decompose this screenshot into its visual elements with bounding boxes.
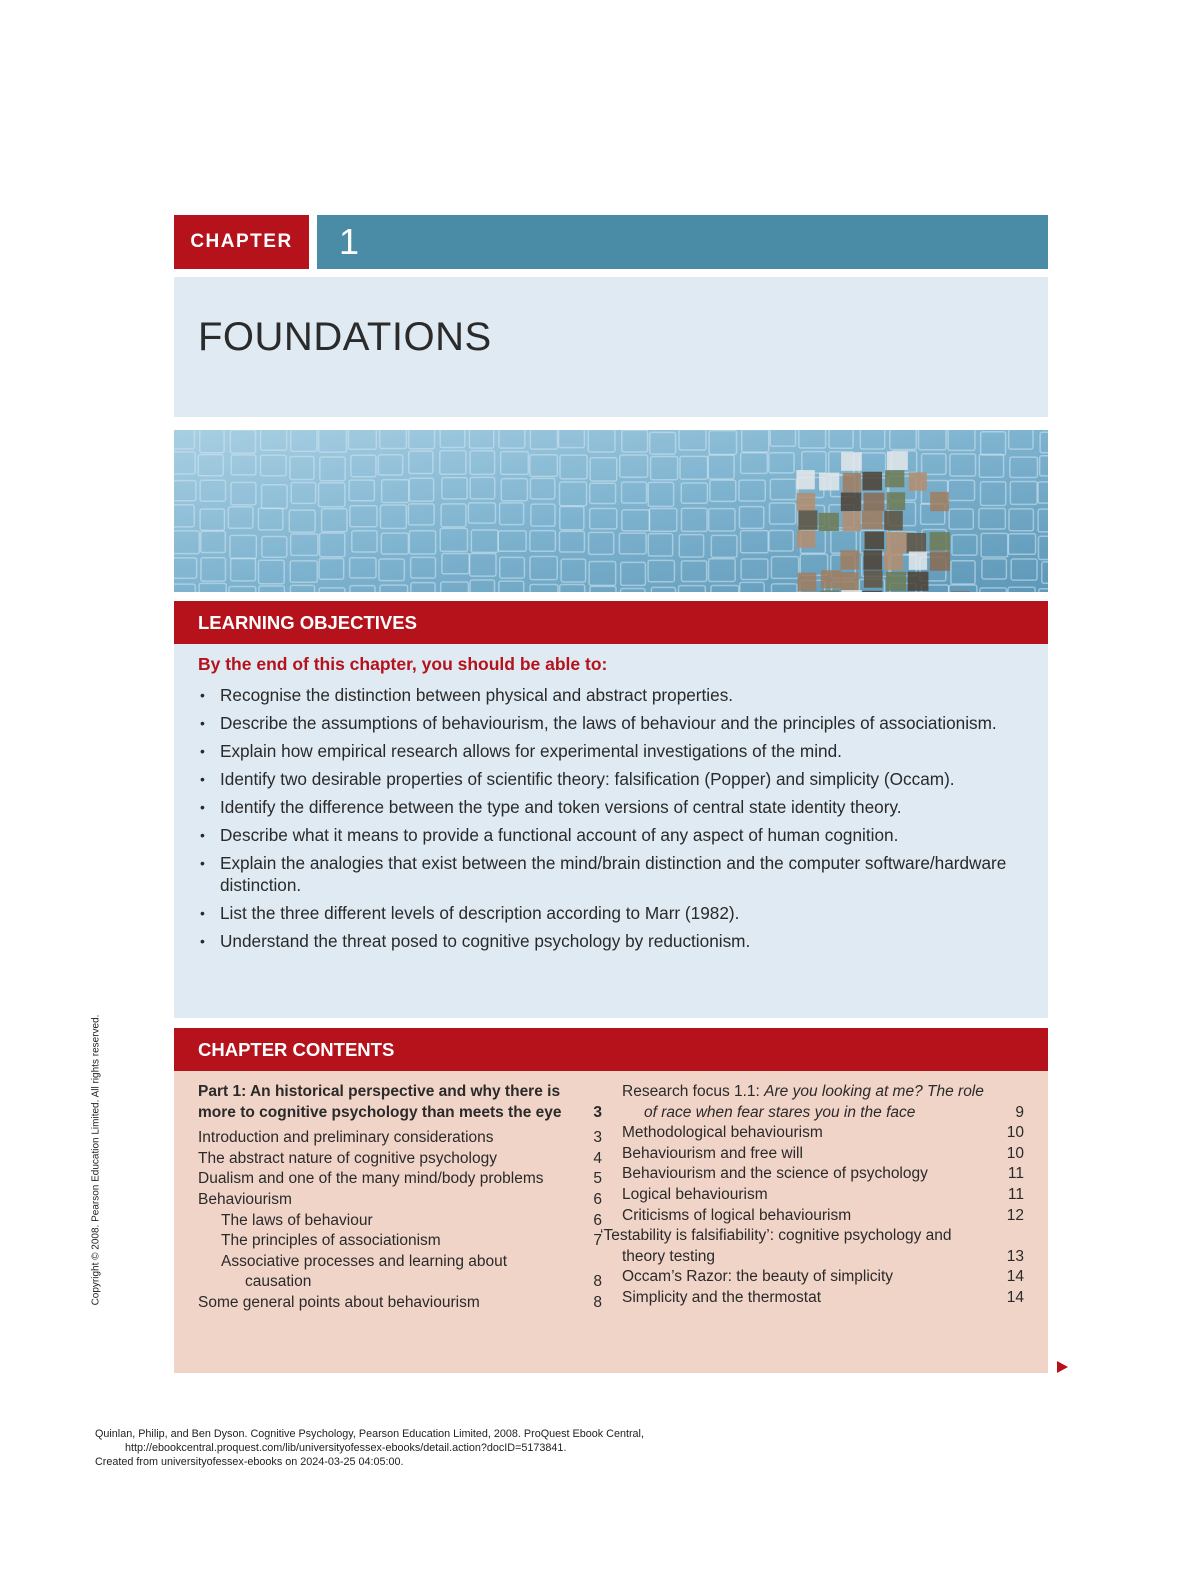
bullet-icon: •: [200, 855, 205, 871]
next-page-arrow-icon[interactable]: [1057, 1361, 1068, 1373]
toc-entry-title: Simplicity and the thermostat: [622, 1288, 822, 1306]
toc-entry-page: 7: [593, 1232, 602, 1250]
toc-entry[interactable]: [622, 1082, 1024, 1123]
toc-entry-title: ‘Testability is falsifiability’: cognitive psychology and theory testing: [600, 1227, 952, 1265]
citation-line: Created from universityofessex-ebooks on 2024-03-25 04:05:00.: [95, 1456, 404, 1468]
toc-entry-title: Introduction and preliminary considerations: [198, 1129, 494, 1147]
bullet-icon: •: [200, 771, 205, 787]
learning-objectives-list: [198, 684, 1028, 958]
title-panel: [174, 277, 1048, 417]
toc-entry-page: 3: [593, 1129, 602, 1147]
citation-footer: [95, 1427, 644, 1469]
citation-line: Quinlan, Philip, and Ben Dyson. Cognitive Psychology, Pearson Education Limited, 2008. ProQuest Ebook Central,: [95, 1428, 644, 1440]
bullet-icon: •: [200, 715, 205, 731]
list-item: • List the three different levels of description according to Marr (1982).: [200, 903, 740, 923]
list-item: • Explain how empirical research allows for experimental investigations of the mind.: [200, 741, 842, 761]
learning-objectives-panel: [174, 644, 1048, 1018]
toc-entry-title: Occam’s Razor: the beauty of simplicity: [622, 1268, 894, 1286]
toc-entry-title: Logical behaviourism: [622, 1185, 768, 1203]
toc-entry-title: Behaviourism and free will: [622, 1144, 803, 1162]
chapter-number-bar: [317, 215, 1048, 269]
toc-entry-page: 11: [1007, 1165, 1024, 1183]
toc-entry-title: Behaviourism and the science of psychology: [622, 1165, 928, 1183]
bullet-icon: •: [200, 933, 205, 949]
toc-entry[interactable]: [622, 1123, 1024, 1144]
toc-entry-page: 11: [1007, 1185, 1024, 1203]
toc-entry-page: 6: [593, 1190, 602, 1208]
toc-entry[interactable]: [198, 1252, 602, 1293]
chapter-tag: [174, 215, 309, 269]
list-item: • Describe the assumptions of behaviourism, the laws of behaviour and the principles of associationism.: [200, 713, 997, 733]
toc-entry[interactable]: [622, 1288, 1024, 1309]
toc-entry-prefix: Research focus 1.1:: [622, 1083, 765, 1100]
toc-entry-page: 3: [593, 1103, 602, 1121]
toc-entry-title: Some general points about behaviourism: [198, 1293, 480, 1311]
chapter-banner-image: [174, 430, 1048, 592]
toc-entry-page: 13: [1006, 1247, 1024, 1265]
toc-entry[interactable]: [198, 1231, 602, 1252]
toc-entry-title: Criticisms of logical behaviourism: [622, 1206, 852, 1224]
toc-entry-page: 4: [593, 1149, 602, 1167]
toc-entry-title: The laws of behaviour: [221, 1211, 373, 1229]
toc-entry[interactable]: [622, 1267, 1024, 1288]
toc-entry[interactable]: [198, 1128, 602, 1149]
toc-entry[interactable]: [198, 1169, 602, 1190]
toc-entry-page: 8: [593, 1273, 602, 1291]
chapter-title: FOUNDATIONS: [198, 315, 492, 359]
toc-entry[interactable]: [622, 1144, 1024, 1165]
learning-objectives-heading: LEARNING OBJECTIVES: [198, 612, 417, 633]
learning-objectives-intro: By the end of this chapter, you should be able to:: [198, 654, 608, 674]
toc-entry-title: Behaviourism: [198, 1190, 292, 1208]
learning-objectives-header: [174, 601, 1048, 644]
toc-entry[interactable]: [622, 1206, 1024, 1227]
list-item: • Describe what it means to provide a functional account of any aspect of human cognition.: [200, 825, 899, 845]
toc-entry[interactable]: [622, 1185, 1024, 1206]
toc-entry-page: 14: [1006, 1268, 1024, 1286]
toc-entry[interactable]: [198, 1211, 602, 1232]
side-copyright-notice: Copyright © 2008. Pearson Education Limited. All rights reserved.: [90, 1014, 102, 1306]
chapter-contents-header: [174, 1028, 1048, 1071]
toc-entry[interactable]: [198, 1082, 602, 1123]
toc-entry-page: 10: [1006, 1124, 1024, 1142]
bullet-icon: •: [200, 743, 205, 759]
toc-entry-page: 8: [593, 1293, 602, 1311]
chapter-number: 1: [339, 221, 360, 262]
toc-entry-title: Are you looking at me? The role of race when fear stares you in the face: [644, 1083, 984, 1121]
list-item: • Understand the threat posed to cognitive psychology by reductionism.: [200, 931, 751, 951]
toc-entry-title: The abstract nature of cognitive psychology: [198, 1149, 497, 1167]
toc-entry-page: 6: [593, 1211, 602, 1229]
toc-entry-title: The principles of associationism: [221, 1232, 441, 1250]
toc-entry-page: 10: [1006, 1144, 1024, 1162]
toc-entry[interactable]: [198, 1293, 602, 1314]
bullet-icon: •: [200, 905, 205, 921]
toc-entry-title: Dualism and one of the many mind/body problems: [198, 1170, 544, 1188]
toc-entry-page: 9: [1015, 1103, 1024, 1121]
toc-left-column: [198, 1082, 602, 1314]
citation-url[interactable]: http://ebookcentral.proquest.com/lib/universityofessex-ebooks/detail.action?docID=5173841.: [125, 1442, 567, 1454]
toc-entry[interactable]: [198, 1190, 602, 1211]
list-item: • Explain the analogies that exist between the mind/brain distinction and the computer software/hardware distinction.: [200, 853, 1007, 895]
toc-entry[interactable]: [600, 1226, 1024, 1267]
chapter-tag-label: CHAPTER: [190, 231, 293, 252]
list-item: • Identify the difference between the type and token versions of central state identity theory.: [200, 797, 902, 817]
bullet-icon: •: [200, 827, 205, 843]
list-item: • Recognise the distinction between physical and abstract properties.: [200, 685, 734, 705]
toc-entry-title: Methodological behaviourism: [622, 1124, 823, 1142]
list-item: • Identify two desirable properties of scientific theory: falsification (Popper) and simplicity (Occam).: [200, 769, 955, 789]
toc-entry-title: Part 1: An historical perspective and why there is more to cognitive psychology than meets the eye: [198, 1083, 562, 1121]
toc-right-column: [600, 1082, 1024, 1309]
toc-entry[interactable]: [198, 1149, 602, 1170]
bullet-icon: •: [200, 799, 205, 815]
toc-entry-page: 5: [593, 1170, 602, 1188]
chapter-contents-panel: [174, 1071, 1048, 1373]
toc-entry[interactable]: [622, 1164, 1024, 1185]
toc-entry-title: Associative processes and learning about causation: [221, 1252, 508, 1291]
bullet-icon: •: [200, 687, 205, 703]
toc-entry-page: 12: [1006, 1206, 1024, 1224]
chapter-contents-heading: CHAPTER CONTENTS: [198, 1039, 395, 1060]
toc-entry-page: 14: [1006, 1288, 1024, 1306]
